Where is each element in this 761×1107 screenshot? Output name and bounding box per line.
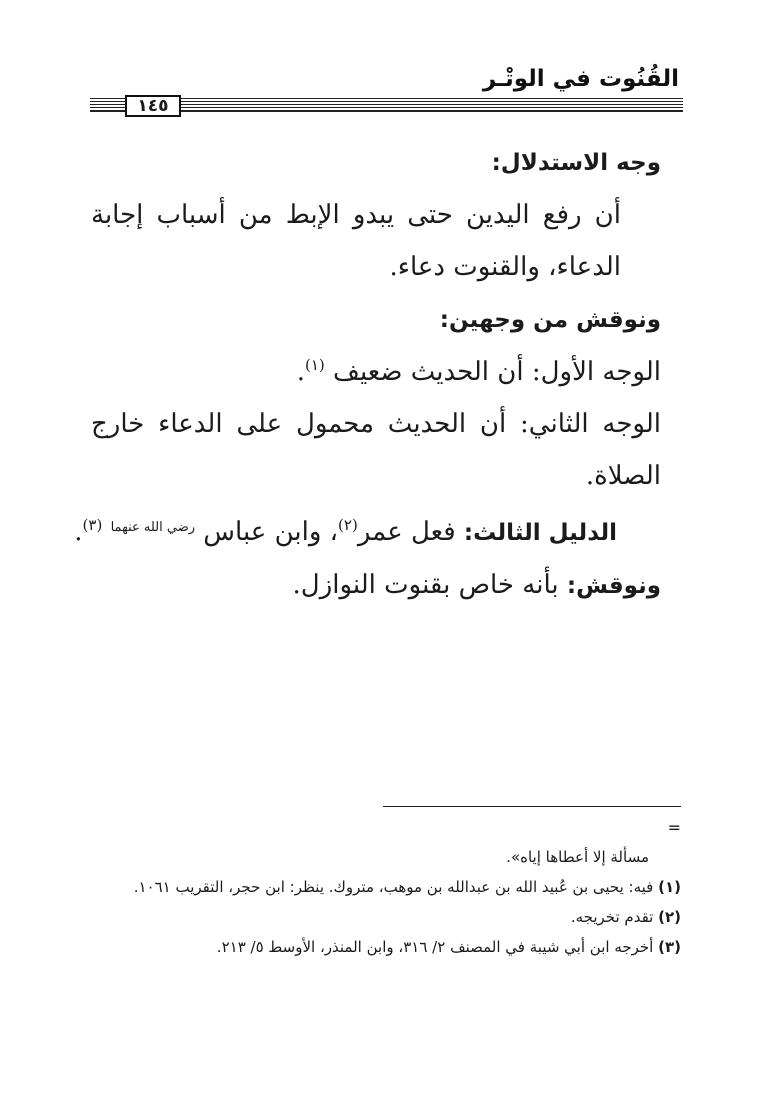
dalil-thalith: الدليل الثالث: فعل عمر$^{(٢)}$، وابن عباس $^{رضي الله عنهما}$ $^{(٣)}$.	[74, 516, 617, 547]
running-title: القُنُوت في الوتْـر	[482, 66, 679, 92]
continuation-mark: =	[667, 818, 681, 837]
footnote-separator	[383, 806, 681, 807]
footnote-ref-3[interactable]: (٣)	[82, 516, 103, 534]
footnotes	[83, 842, 681, 962]
wajh-thani: الوجه الثاني: أن الحديث محمول على الدعاء خارج الصلاة.	[91, 409, 661, 491]
footnote-ref-1[interactable]: (١)	[305, 356, 325, 374]
footnote-2: (٢) تقدم تخريجه.	[570, 908, 681, 926]
main-text	[74, 136, 661, 612]
wajh-awwal: الوجه الأول: أن الحديث ضعيف $^{(١)}$.	[296, 356, 661, 387]
honorific-glyph: رضي الله عنهما	[110, 520, 196, 535]
footnote-ref-2[interactable]: (٢)	[338, 516, 358, 534]
nuqish: ونوقش: بأنه خاص بقنوت النوازل.	[292, 570, 661, 600]
footnote-1: (١) فيه: يحيى بن عُبيد الله بن عبدالله بن موهب، متروك. ينظر: ابن حجر، التقريب ١٠٦١.	[133, 878, 681, 896]
page-number: ١٤٥	[125, 95, 181, 117]
footnote-continued: مسألة إلا أعطاها إياه».	[506, 848, 649, 866]
istidlal-heading: وجه الاستدلال:	[491, 150, 661, 176]
istidlal-paragraph: أن رفع اليدين حتى يبدو الإبط من أسباب إجابة الدعاء، والقنوت دعاء.	[91, 200, 621, 282]
footnote-3: (٣) أخرجه ابن أبي شيبة في المصنف ٢/ ٣١٦، وابن المنذر، الأوسط ٥/ ٢١٣.	[216, 938, 681, 956]
munaqasha-heading: ونوقش من وجهين:	[439, 307, 661, 333]
